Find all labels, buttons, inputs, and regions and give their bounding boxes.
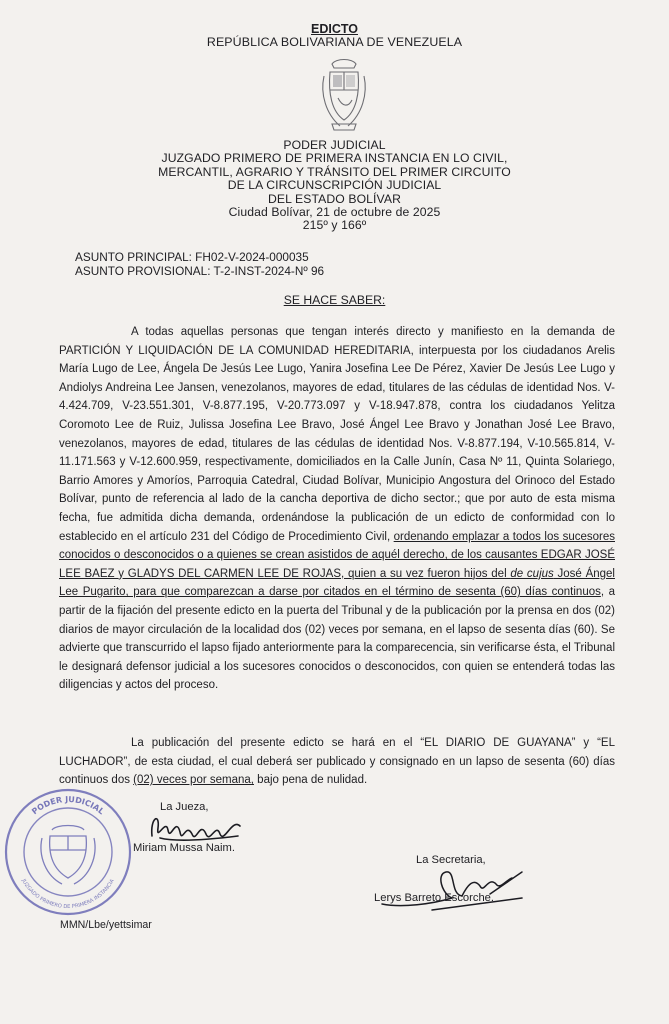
stamp-emblem-icon bbox=[41, 826, 95, 885]
case-provisional: ASUNTO PROVISIONAL: T-2-INST-2024-Nº 96 bbox=[75, 264, 325, 278]
body-text: La publicación del presente edicto se hará en el “EL DIARIO DE GUAYANA” y “EL LUCHADOR”, de esta ciudad, el cual deberá ser publicado y consignado en un lapso de sesenta (60) días continuos dos bbox=[59, 737, 615, 787]
case-principal: ASUNTO PRINCIPAL: FH02-V-2024-000035 bbox=[75, 250, 309, 264]
document-initials: MMN/Lbe/yettsimar bbox=[60, 919, 152, 931]
court-line: DE LA CIRCUNSCRIPCIÓN JUDICIAL bbox=[227, 178, 442, 193]
body-text: , interpuesta por los ciudadanos Arelis María Lugo de Lee, Ángela De Jesús Lee Lugo, Yanira Josefina Lee De Pérez, Xavier De Jesús Lee Lugo y Andiolys Andreina Lee Jansen, venezolanos, mayores de edad, titulares de las cédulas de identidad Nos. V-4.424.709, V-23.551.301, V-8.877.195, V-20.773.097 y V-18.947.878, contra los ciudadanos Yelitza Coromoto Lee de Ruiz, Julissa Josefina Lee Bravo, José Ángel Lee Bravo y Jonathan José Lee Bravo, venezolanos, mayores de edad, titulares de las cédulas de identidad Nos. V-8.877.194, V-10.565.814, V-11.171.563 y V-12.600.959, respectivamente, domiciliados en la Calle Junín, Casa Nº 11, Quinta Solariego, Barrio Amores y Amoríos, Parroquia Catedral, Ciudad Bolívar, Municipio Angostura del Orinoco del Estado Bolívar, punto de referencia al lado de la cancha deportiva de dicho sector.; que por auto de esta misma fecha, fue admitida dicha demanda, ordenándose la publicación de un edicto de conformidad con lo establecido en el artículo 231 del Código de Procedimiento Civil, bbox=[59, 344, 615, 543]
summons-underlined-2: José Ángel Lee Pugarito, para que comparezcan a darse por citados en el término de sesenta (60) días continuos bbox=[59, 567, 615, 599]
date-line: Ciudad Bolívar, 21 de octubre de 2025 bbox=[228, 205, 441, 220]
secretary-title: La Secretaria, bbox=[416, 854, 486, 866]
body-paragraph-2 bbox=[59, 734, 615, 790]
court-seal-stamp bbox=[2, 786, 134, 918]
body-text: A todas aquellas personas que tengan interés directo y manifiesto en la demanda de bbox=[131, 326, 615, 338]
court-header bbox=[0, 139, 669, 233]
judge-title: La Jueza, bbox=[160, 801, 209, 813]
de-cujus-italic: de cujus bbox=[510, 567, 554, 580]
judge-name: Miriam Mussa Naim. bbox=[133, 842, 235, 854]
svg-text:PODER JUDICIAL bbox=[30, 795, 106, 816]
stamp-top-text: PODER JUDICIAL bbox=[30, 794, 106, 817]
body-text: , a partir de la fijación del presente edicto en la puerta del Tribunal y de la publicación por la prensa en dos (02) diarios de mayor circulación de la localidad dos (02) veces por semana, en el lapso de sesenta días (60). Se advierte que transcurrido el lapso fijado anteriormente para la comparecencia, sin verificarse ésta, el Tribunal le designará defensor judicial a los sucesores conocidos o desconocidos, con quien se entenderá todas las diligencias y actos del proceso. bbox=[59, 586, 615, 692]
coat-of-arms-icon bbox=[318, 54, 370, 134]
court-line: MERCANTIL, AGRARIO Y TRÁNSITO DEL PRIMER CIRCUITO bbox=[158, 164, 511, 179]
court-line: JUZGADO PRIMERO DE PRIMERA INSTANCIA EN LO CIVIL, bbox=[161, 151, 508, 166]
secretary-name: Lerys Barreto Escorche. bbox=[374, 892, 495, 904]
summons-underlined: ordenando emplazar a todos los sucesores conocidos o desconocidos o a quienes se crean asistidos de aquél derecho, de los causantes EDGAR JOSÉ LEE BAEZ y GLADYS DEL CARMEN LEE DE ROJAS, quien a su vez fueron hijos del bbox=[59, 530, 615, 580]
court-line: PODER JUDICIAL bbox=[283, 138, 386, 152]
body-text: bajo pena de nulidad. bbox=[253, 774, 368, 787]
year-line: 215º y 166º bbox=[302, 218, 367, 233]
secretary-signature-icon bbox=[372, 864, 532, 916]
document-title: EDICTO bbox=[311, 22, 358, 36]
frequency-underlined: (02) veces por semana, bbox=[133, 774, 254, 787]
stamp-bottom-text: JUZGADO PRIMERO DE PRIMERA INSTANCIA bbox=[20, 878, 116, 911]
court-line: DEL ESTADO BOLÍVAR bbox=[268, 191, 401, 206]
republic-name: REPÚBLICA BOLIVARIANA DE VENEZUELA bbox=[206, 35, 463, 49]
notice-heading: SE HACE SABER: bbox=[283, 293, 386, 307]
body-paragraph-1 bbox=[59, 323, 615, 695]
claim-type: PARTICIÓN Y LIQUIDACIÓN DE LA COMUNIDAD HEREDITARIA bbox=[59, 344, 411, 357]
